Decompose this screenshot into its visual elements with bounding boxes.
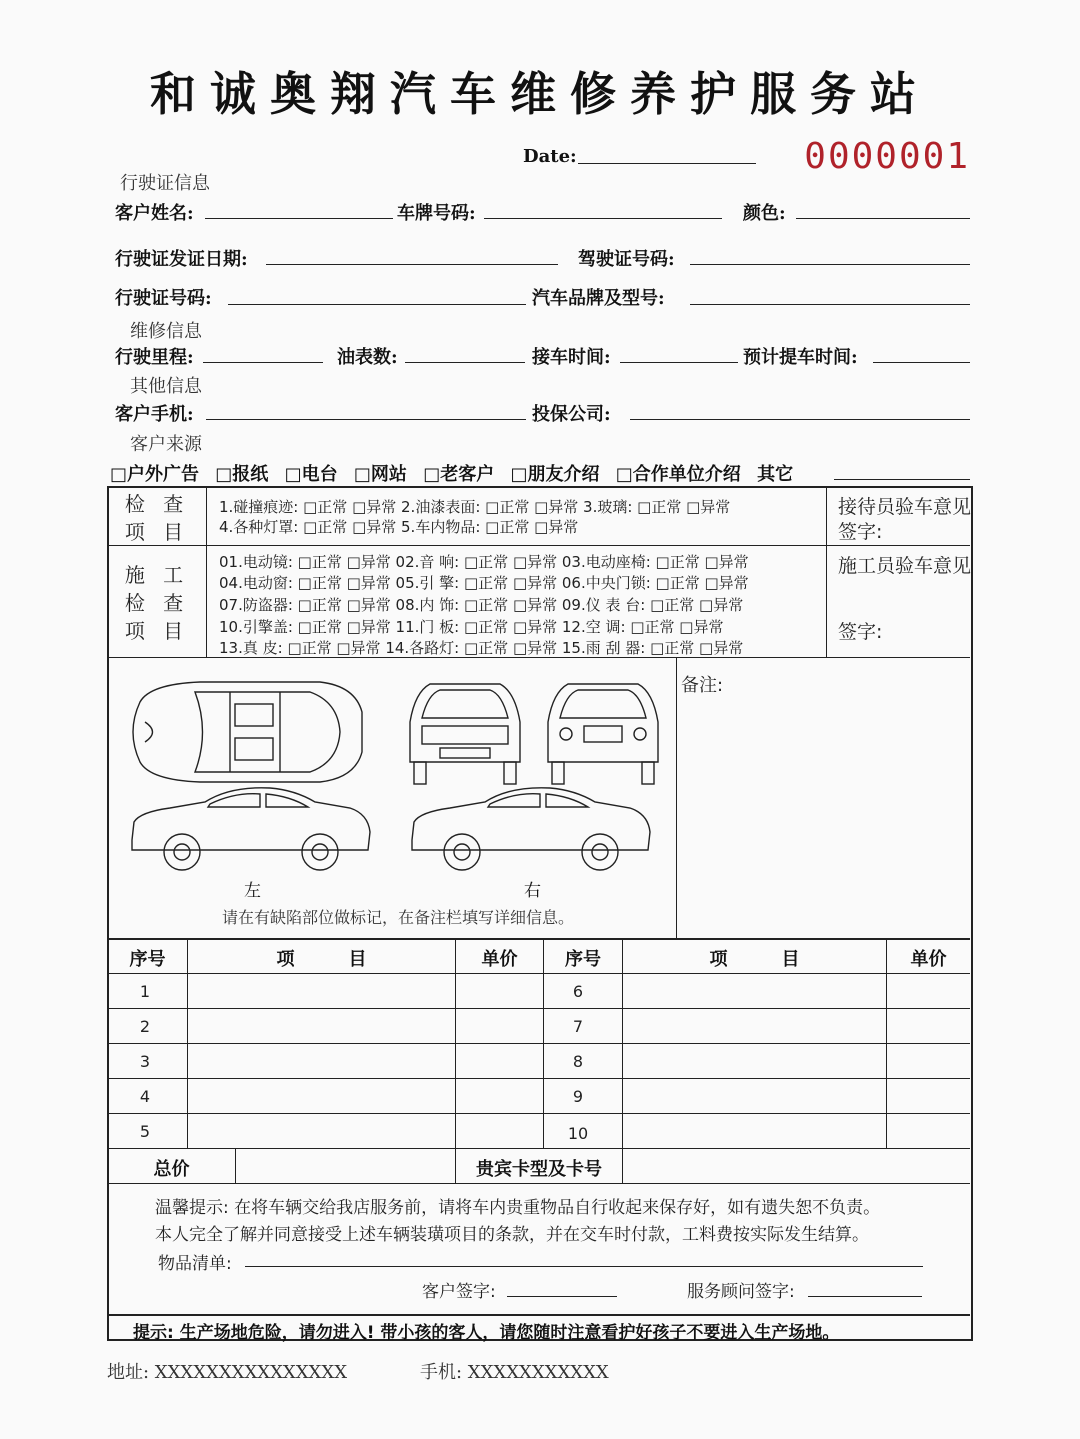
header-item-right: 项 目: [709, 949, 800, 970]
vip-card-label: 贵宾卡型及卡号: [476, 1159, 602, 1180]
items-list-field[interactable]: [245, 1266, 923, 1267]
construction-line-1[interactable]: 01.电动镜: □正常 □异常 02.音 响: □正常 □异常 03.电动座椅: □正常 □异常: [219, 553, 749, 571]
section-repair-info: 维修信息: [130, 321, 202, 342]
construction-category-line: 施 工: [124, 563, 190, 587]
divider: [108, 545, 970, 546]
vehicle-license-label: 行驶证号码:: [115, 288, 212, 309]
fuel-label: 油表数:: [337, 347, 398, 368]
date-field[interactable]: [578, 163, 756, 164]
construction-category-line: 检 查: [124, 591, 190, 615]
construction-line-2[interactable]: 04.电动窗: □正常 □异常 05.引 擎: □正常 □异常 06.中央门锁: □正常 □异常: [219, 574, 749, 592]
source-newspaper[interactable]: □报纸: [215, 464, 269, 485]
divider: [108, 1008, 970, 1009]
inspection-category-line: 检 查: [124, 492, 190, 516]
license-date-label: 行驶证发证日期:: [115, 249, 248, 270]
phone-label: 客户手机:: [115, 404, 194, 425]
table-row: 3: [139, 1052, 151, 1071]
customer-sign-field[interactable]: [507, 1296, 617, 1297]
source-radio[interactable]: □电台: [284, 464, 338, 485]
plate-field[interactable]: [484, 218, 722, 219]
divider: [676, 658, 677, 938]
table-row: 8: [572, 1052, 584, 1071]
divider: [108, 1148, 970, 1149]
footer-address: 地址: XXXXXXXXXXXXXXX: [107, 1362, 348, 1383]
pickup-time-label: 接车时间:: [532, 347, 611, 368]
table-row: 7: [572, 1017, 584, 1036]
inspection-line-2[interactable]: 4.各种灯罩: □正常 □异常 5.车内物品: □正常 □异常: [219, 518, 579, 536]
notice-line-2: 本人完全了解并同意接受上述车辆装璜项目的条款，并在交车时付款，工料费按实际发生结算。: [155, 1225, 869, 1245]
inspection-line-1[interactable]: 1.碰撞痕迹: □正常 □异常 2.油漆表面: □正常 □异常 3.玻璃: □正常 □异常: [219, 498, 731, 516]
vehicle-license-field[interactable]: [228, 304, 526, 305]
header-seq-left: 序号: [129, 949, 166, 970]
car-rear-view: [410, 684, 520, 784]
divider: [108, 1183, 970, 1184]
source-friend[interactable]: □朋友介绍: [510, 464, 600, 485]
source-other[interactable]: 其它: [757, 464, 794, 485]
color-field[interactable]: [796, 218, 970, 219]
mileage-label: 行驶里程:: [115, 347, 194, 368]
left-view-label: 左: [244, 881, 261, 901]
section-customer-source: 客户来源: [130, 434, 202, 455]
divider: [108, 938, 970, 940]
diagram-note: 请在有缺陷部位做标记，在备注栏填写详细信息。: [222, 908, 575, 927]
table-row: 5: [139, 1122, 151, 1141]
source-other-field[interactable]: [834, 479, 970, 480]
divider: [108, 1043, 970, 1044]
inspection-category-line: 项 目: [124, 520, 190, 544]
driver-license-label: 驾驶证号码:: [578, 249, 675, 270]
customer-sign-label: 客户签字:: [422, 1282, 496, 1302]
mileage-field[interactable]: [203, 362, 323, 363]
receptionist-opinion: 接待员验车意见: [838, 496, 972, 518]
table-row: 1: [139, 982, 151, 1001]
source-options: [110, 460, 803, 486]
source-outdoor-ad[interactable]: □户外广告: [110, 464, 200, 485]
customer-name-label: 客户姓名:: [115, 203, 194, 224]
insurer-label: 投保公司:: [532, 404, 611, 425]
table-row: 10: [567, 1124, 589, 1143]
car-right-side: [412, 788, 650, 870]
divider: [622, 939, 623, 1183]
source-partner[interactable]: □合作单位介绍: [615, 464, 741, 485]
phone-field[interactable]: [206, 419, 526, 420]
source-old-customer[interactable]: □老客户: [423, 464, 495, 485]
divider: [235, 1149, 236, 1183]
car-left-side: [132, 788, 370, 870]
return-time-field[interactable]: [873, 362, 970, 363]
total-label: 总价: [153, 1159, 190, 1180]
driver-license-field[interactable]: [690, 264, 970, 265]
technician-opinion: 施工员验车意见: [838, 555, 972, 577]
color-label: 颜色:: [743, 203, 786, 224]
header-seq-right: 序号: [565, 949, 601, 970]
inspection-category: [108, 490, 206, 546]
return-time-label: 预计提车时间:: [743, 347, 858, 368]
car-front-view: [548, 684, 658, 784]
section-other-info: 其他信息: [130, 376, 202, 397]
construction-line-3[interactable]: 07.防盗器: □正常 □异常 08.内 饰: □正常 □异常 09.仪 表 台: □正常 □异常: [219, 596, 744, 614]
divider: [108, 1314, 970, 1316]
notice-line-1: 温馨提示: 在将车辆交给我店服务前，请将车内贵重物品自行收起来保存好，如有遗失恕不负责。: [155, 1198, 881, 1218]
fuel-field[interactable]: [405, 362, 525, 363]
car-top-view: [133, 682, 362, 782]
table-row: 4: [139, 1087, 151, 1106]
insurer-field[interactable]: [630, 419, 970, 420]
brand-model-field[interactable]: [690, 304, 970, 305]
pickup-time-field[interactable]: [620, 362, 738, 363]
divider: [455, 939, 456, 1183]
source-website[interactable]: □网站: [353, 464, 407, 485]
table-row: 2: [139, 1017, 151, 1036]
footer-mobile: 手机: XXXXXXXXXXX: [420, 1362, 609, 1383]
header-price-left: 单价: [481, 949, 518, 970]
brand-model-label: 汽车品牌及型号:: [532, 288, 665, 309]
car-diagram[interactable]: [110, 662, 670, 894]
construction-line-4[interactable]: 10.引擎盖: □正常 □异常 11.门 板: □正常 □异常 12.空 调: □正常 □异常: [219, 618, 724, 636]
customer-name-field[interactable]: [205, 218, 393, 219]
divider: [206, 487, 207, 657]
right-view-label: 右: [524, 881, 541, 901]
header-item-left: 项 目: [276, 949, 367, 970]
divider: [108, 1078, 970, 1079]
construction-category: [108, 561, 206, 645]
plate-label: 车牌号码:: [397, 203, 476, 224]
divider: [108, 973, 970, 974]
section-license-info: 行驶证信息: [120, 173, 210, 194]
items-list-label: 物品清单:: [158, 1254, 232, 1274]
date-label: Date:: [523, 146, 577, 167]
license-date-field[interactable]: [266, 264, 558, 265]
advisor-sign-field[interactable]: [808, 1296, 922, 1297]
table-row: 6: [572, 982, 584, 1001]
safety-warning: 提示: 生产场地危险，请勿进入! 带小孩的客人，请您随时注意看护好孩子不要进入生产场地。: [133, 1323, 840, 1343]
header-price-right: 单价: [910, 949, 947, 970]
table-row: 9: [572, 1087, 584, 1106]
divider: [826, 487, 827, 657]
form-title: 和诚奥翔汽车维修养护服务站: [150, 67, 930, 121]
remarks-label: 备注:: [681, 675, 724, 696]
divider: [108, 1113, 970, 1114]
advisor-sign-label: 服务顾问签字:: [687, 1282, 795, 1302]
receptionist-sign[interactable]: 签字:: [838, 521, 883, 543]
technician-sign[interactable]: 签字:: [838, 621, 883, 643]
construction-line-5[interactable]: 13.真 皮: □正常 □异常 14.各路灯: □正常 □异常 15.雨 刮 器: □正常 □异常: [219, 639, 744, 657]
serial-number: 0000001: [804, 136, 970, 177]
construction-category-line: 项 目: [124, 619, 190, 643]
